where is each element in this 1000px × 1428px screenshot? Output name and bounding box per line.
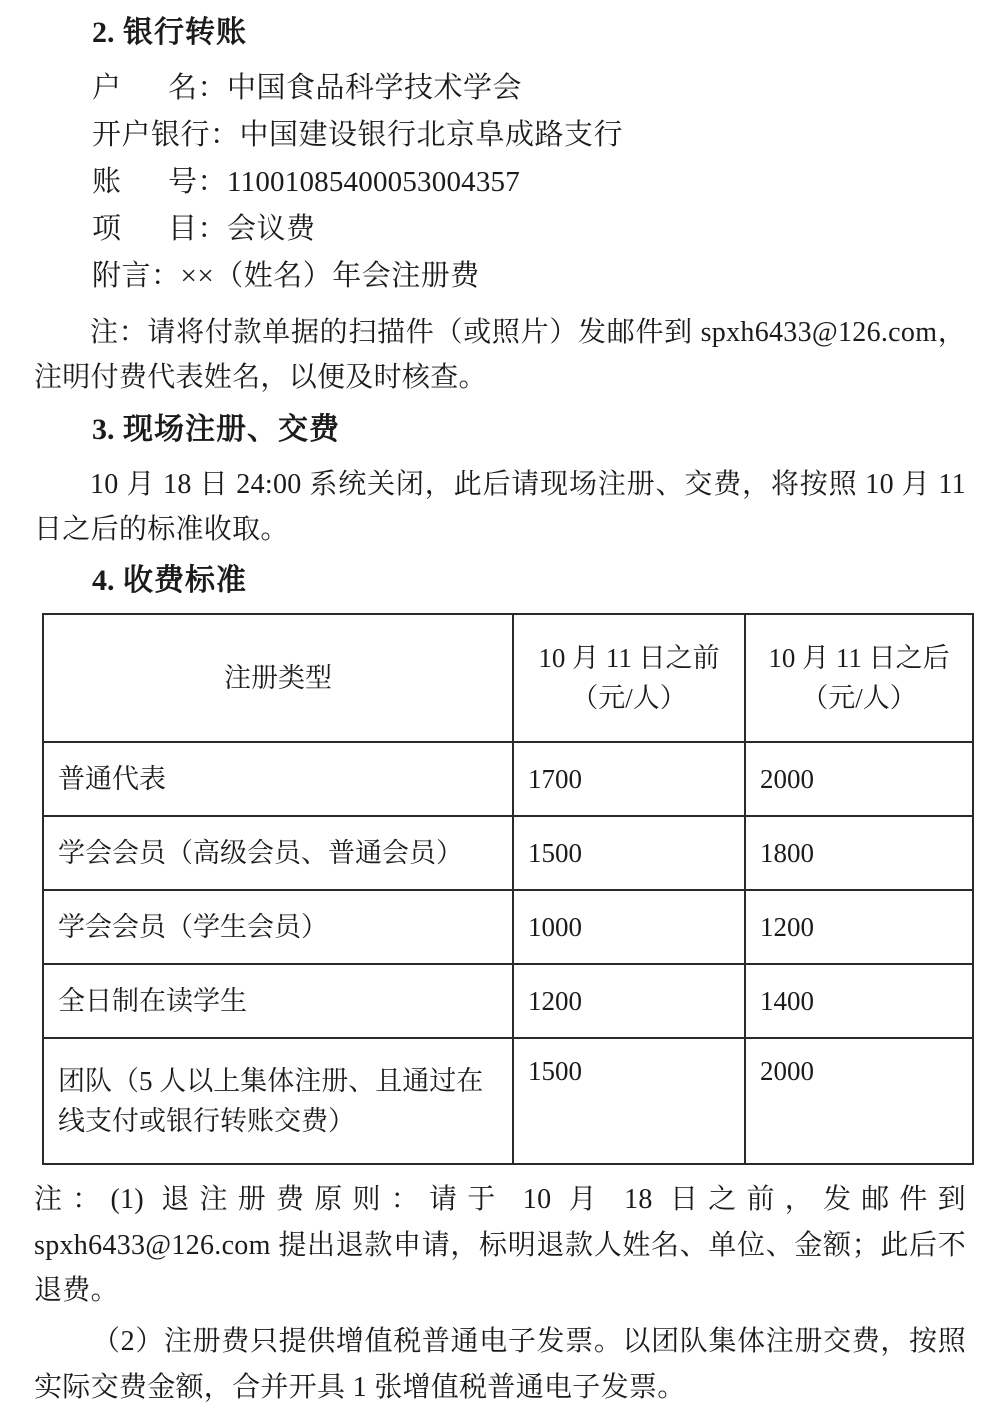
section-heading-fee-standard [34, 558, 966, 603]
row-type-member: 学会会员（高级会员、普通会员） [43, 816, 513, 890]
row-before-student-member: 1000 [513, 890, 745, 964]
section-title-4: 收费标准 [123, 564, 247, 598]
table-header-after-line1: 10 月 11 日之后 [768, 642, 950, 673]
table-header-after-line2: （元/人） [801, 683, 917, 714]
row-before-group: 1500 [513, 1038, 745, 1164]
row-type-fulltime-student: 全日制在读学生 [43, 964, 513, 1038]
row-after-general: 2000 [745, 742, 973, 816]
section-number: 2. [92, 16, 115, 49]
section-number-3: 3. [92, 412, 115, 446]
row-before-fulltime-student: 1200 [513, 964, 745, 1038]
bank-field-account-number [34, 159, 966, 206]
bank-field-bank-name-label: 开户银行： [92, 118, 240, 151]
row-type-general: 普通代表 [43, 742, 513, 816]
bank-transfer-note: 注：请将付款单据的扫描件（或照片）发邮件到 spxh6433@126.com，注明付费代表姓名，以便及时核查。 [34, 316, 966, 394]
bank-field-account-name [34, 65, 966, 112]
table-header-row [43, 614, 973, 742]
table-header-before-line2: （元/人） [571, 683, 687, 714]
table-row [43, 1038, 973, 1164]
table-header-type: 注册类型 [43, 614, 513, 742]
table-row [43, 816, 973, 890]
row-after-member: 1800 [745, 816, 973, 890]
bank-field-account-number-value: 11001085400053004357 [227, 165, 520, 198]
section-title: 银行转账 [123, 16, 247, 49]
footnotes [34, 1177, 966, 1410]
section-heading-onsite-registration [34, 407, 966, 452]
section-heading-bank-transfer [34, 10, 966, 55]
table-row [43, 890, 973, 964]
bank-field-memo [34, 253, 966, 300]
bank-field-memo-value: ××（姓名）年会注册费 [180, 259, 480, 292]
section-title-3: 现场注册、交费 [123, 412, 340, 446]
bank-field-item-label: 项 目： [92, 212, 228, 245]
table-row [43, 964, 973, 1038]
bank-field-account-name-value: 中国食品科学技术学会 [227, 72, 523, 104]
fee-table [42, 613, 974, 1165]
bank-field-item-value: 会议费 [227, 212, 316, 245]
row-type-student-member: 学会会员（学生会员） [43, 890, 513, 964]
table-row [43, 742, 973, 816]
footnote-refund-policy: 注：(1) 退注册费原则：请于 10 月 18 日之前，发邮件到 spxh6433@126.com 提出退款申请，标明退款人姓名、单位、金额；此后不退费。 [34, 1184, 966, 1306]
row-type-group: 团队（5 人以上集体注册、且通过在线支付或银行转账交费） [43, 1038, 513, 1164]
row-after-student-member: 1200 [745, 890, 973, 964]
footnote-invoice-policy: （2）注册费只提供增值税普通电子发票。以团队集体注册交费，按照实际交费金额，合并开具 1 张增值税普通电子发票。 [34, 1326, 966, 1403]
section-number-4: 4. [92, 564, 115, 598]
row-before-member: 1500 [513, 816, 745, 890]
bank-field-account-name-label: 户 名： [92, 72, 228, 104]
bank-field-item [34, 206, 966, 253]
row-after-group: 2000 [745, 1038, 973, 1164]
table-header-before [513, 614, 745, 742]
bank-field-bank-name-value: 中国建设银行北京阜成路支行 [239, 118, 624, 151]
onsite-registration-body: 10 月 18 日 24:00 系统关闭，此后请现场注册、交费，将按照 10 月 11 日之后的标准收取。 [34, 468, 966, 545]
row-before-general: 1700 [513, 742, 745, 816]
row-after-fulltime-student: 1400 [745, 964, 973, 1038]
table-header-after [745, 614, 973, 742]
bank-field-bank-name [34, 112, 966, 159]
bank-field-memo-label: 附言： [92, 259, 181, 292]
table-header-before-line1: 10 月 11 日之前 [538, 642, 720, 673]
bank-field-account-number-label: 账 号： [92, 165, 228, 198]
